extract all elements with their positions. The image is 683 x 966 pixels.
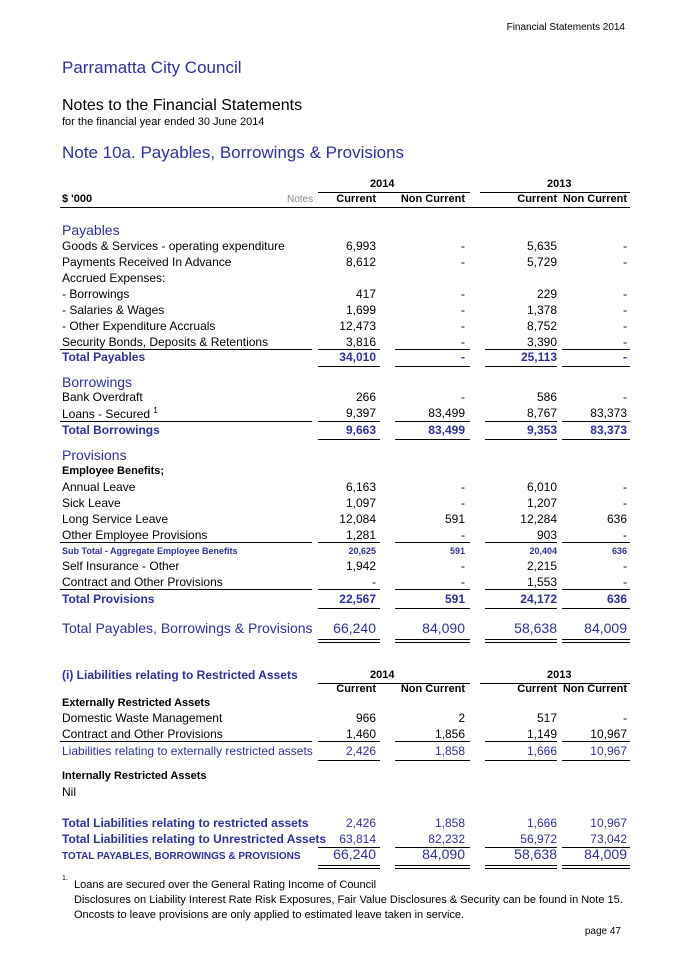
cell: 1,460 — [345, 727, 376, 741]
rule — [562, 760, 630, 761]
rule — [318, 542, 380, 543]
grand-total-label: Total Payables, Borrowings & Provisions — [62, 620, 313, 636]
rule — [562, 868, 630, 869]
cell: - — [461, 390, 465, 404]
rule — [395, 366, 470, 367]
cell: 9,397 — [345, 406, 376, 420]
cell: - — [461, 319, 465, 333]
payables-heading: Payables — [62, 222, 120, 238]
current-2014-header: Current — [336, 683, 376, 695]
rule — [395, 868, 470, 869]
cell: 12,473 — [339, 319, 376, 333]
cell: 1,666 — [526, 744, 557, 758]
cell: 73,042 — [590, 832, 627, 846]
cell: 10,967 — [590, 727, 627, 741]
total-borrowings-label: Total Borrowings — [62, 423, 160, 437]
cell: 1,149 — [526, 727, 557, 741]
cell: 636 — [611, 546, 627, 556]
rule — [562, 642, 630, 643]
footnote-disclosures: Disclosures on Liability Interest Rate Risk Exposures, Fair Value Disclosures & Security can be found in Note 15. — [74, 894, 623, 906]
cell: 1,281 — [345, 528, 376, 542]
rule — [485, 542, 557, 543]
footnote-marker: 1 — [153, 406, 158, 415]
current-2013-header: Current — [517, 193, 557, 205]
rule — [485, 421, 557, 422]
cell: - — [461, 575, 465, 589]
rule — [318, 642, 380, 643]
cell: - — [623, 559, 627, 573]
cell: 1,856 — [434, 727, 465, 741]
cell: 20,625 — [348, 546, 376, 556]
cell: 8,767 — [526, 406, 557, 420]
rule — [562, 741, 630, 742]
total-all-label: TOTAL PAYABLES, BORROWINGS & PROVISIONS — [62, 851, 301, 862]
document-header: Financial Statements 2014 — [506, 22, 625, 33]
non-current-2014-header: Non Current — [400, 193, 465, 205]
rule — [562, 542, 630, 543]
internally-restricted-value: Nil — [62, 785, 76, 799]
cell: 2,215 — [526, 559, 557, 573]
row-label — [62, 406, 158, 421]
cell: 2,426 — [345, 744, 376, 758]
cell: 10,967 — [590, 744, 627, 758]
rule — [485, 741, 557, 742]
rule — [60, 589, 312, 590]
cell: 63,814 — [339, 832, 376, 846]
footnote-number: 1. — [62, 875, 68, 882]
rule — [485, 868, 557, 869]
subtotal-employee-benefits-label: Sub Total - Aggregate Employee Benefits — [62, 546, 238, 556]
rule — [395, 589, 470, 590]
cell: 266 — [355, 390, 376, 404]
rule — [395, 760, 470, 761]
year-2013-header: 2013 — [547, 669, 572, 681]
rule — [395, 865, 470, 866]
row-label: Annual Leave — [62, 480, 136, 494]
cell: 24,172 — [520, 592, 557, 606]
row-label-text: Loans - Secured — [62, 407, 151, 421]
rule — [485, 608, 557, 609]
cell: 1,858 — [434, 816, 465, 830]
cell: 2 — [458, 711, 465, 725]
row-label: Bank Overdraft — [62, 390, 143, 404]
cell: 6,010 — [526, 480, 557, 494]
notes-title: Notes to the Financial Statements — [62, 97, 303, 114]
cell: 1,666 — [526, 816, 557, 830]
cell: 6,993 — [345, 239, 376, 253]
row-label: - Other Expenditure Accruals — [62, 319, 216, 333]
cell: 8,612 — [345, 255, 376, 269]
footnote-1: Loans are secured over the General Rating Income of Council — [74, 879, 377, 891]
cell: 8,752 — [526, 319, 557, 333]
cell: 66,240 — [333, 846, 376, 862]
cell: 5,635 — [526, 239, 557, 253]
cell: - — [623, 390, 627, 404]
cell: 1,207 — [526, 496, 557, 510]
rule — [318, 439, 380, 440]
row-label: Goods & Services - operating expenditure — [62, 239, 285, 253]
cell: 1,699 — [345, 303, 376, 317]
cell: 56,972 — [520, 832, 557, 846]
cell: 25,113 — [520, 350, 557, 364]
non-current-2013-header: Non Current — [562, 193, 627, 205]
total-unrestricted-label: Total Liabilities relating to Unrestricted Assets — [62, 832, 327, 846]
rule — [318, 868, 380, 869]
cell: 1,553 — [526, 575, 557, 589]
cell: 83,499 — [428, 406, 465, 420]
rule — [485, 865, 557, 866]
cell: 22,567 — [339, 592, 376, 606]
rule — [318, 421, 380, 422]
row-label: - Salaries & Wages — [62, 303, 165, 317]
cell: - — [461, 496, 465, 510]
non-current-2013-header: Non Current — [562, 683, 627, 695]
cell: 84,090 — [422, 846, 465, 862]
header-rule — [60, 207, 630, 208]
cell: 3,816 — [345, 335, 376, 349]
rule — [60, 741, 312, 742]
cell: 9,353 — [526, 423, 557, 437]
notes-column-label: Notes — [287, 194, 314, 205]
cell: - — [623, 335, 627, 349]
cell: 966 — [355, 711, 376, 725]
cell: - — [623, 711, 627, 725]
rule — [485, 439, 557, 440]
rule — [318, 865, 380, 866]
cell: - — [623, 528, 627, 542]
row-label: - Borrowings — [62, 287, 130, 301]
year-2014-header: 2014 — [370, 669, 395, 681]
non-current-2014-header: Non Current — [400, 683, 465, 695]
cell: - — [623, 496, 627, 510]
rule — [562, 608, 630, 609]
cell: 2,426 — [345, 816, 376, 830]
total-provisions-label: Total Provisions — [62, 592, 155, 606]
cell: - — [623, 319, 627, 333]
row-label: Contract and Other Provisions — [62, 575, 223, 589]
cell: - — [461, 350, 465, 364]
rule — [318, 760, 380, 761]
row-label: Payments Received In Advance — [62, 255, 232, 269]
rule — [318, 741, 380, 742]
unit-label: $ '000 — [62, 193, 93, 205]
cell: - — [623, 239, 627, 253]
cell: - — [461, 335, 465, 349]
cell: 84,090 — [422, 620, 465, 636]
cell: 591 — [444, 512, 465, 526]
cell: 1,858 — [434, 744, 465, 758]
cell: - — [623, 287, 627, 301]
cell: 58,638 — [514, 846, 557, 862]
cell: - — [623, 255, 627, 269]
cell: 83,499 — [428, 423, 465, 437]
rule — [60, 421, 312, 422]
cell: 229 — [536, 287, 557, 301]
cell: - — [461, 255, 465, 269]
cell: - — [623, 303, 627, 317]
rule — [318, 366, 380, 367]
row-label: Sick Leave — [62, 496, 121, 510]
cell: 636 — [606, 512, 627, 526]
cell: - — [623, 480, 627, 494]
cell: 20,404 — [529, 546, 557, 556]
ext-restricted-total-label: Liabilities relating to externally restricted assets — [62, 744, 313, 758]
cell: - — [372, 575, 376, 589]
externally-restricted-heading: Externally Restricted Assets — [62, 697, 211, 709]
row-label: Other Employee Provisions — [62, 528, 208, 542]
rule — [562, 439, 630, 440]
cell: 82,232 — [428, 832, 465, 846]
cell: - — [461, 287, 465, 301]
employee-benefits-heading: Employee Benefits; — [62, 465, 165, 477]
rule — [395, 642, 470, 643]
row-label: Contract and Other Provisions — [62, 727, 223, 741]
cell: 6,163 — [345, 480, 376, 494]
row-label: Domestic Waste Management — [62, 711, 223, 725]
cell: - — [461, 559, 465, 573]
current-2014-header: Current — [336, 193, 376, 205]
cell: 83,373 — [590, 423, 627, 437]
cell: 12,284 — [520, 512, 557, 526]
rule — [395, 421, 470, 422]
cell: - — [623, 575, 627, 589]
current-2013-header: Current — [517, 683, 557, 695]
organisation-name: Parramatta City Council — [62, 58, 242, 77]
rule — [395, 542, 470, 543]
cell: 636 — [606, 592, 627, 606]
cell: - — [461, 303, 465, 317]
cell: 9,663 — [345, 423, 376, 437]
cell: 586 — [536, 390, 557, 404]
rule — [395, 439, 470, 440]
cell: - — [461, 480, 465, 494]
row-label: Accrued Expenses: — [62, 271, 166, 285]
cell: 5,729 — [526, 255, 557, 269]
cell: 84,009 — [584, 620, 627, 636]
row-label: Self Insurance - Other — [62, 559, 180, 573]
rule — [395, 741, 470, 742]
rule — [395, 639, 470, 640]
cell: 591 — [444, 592, 465, 606]
year-2013-header: 2013 — [547, 178, 572, 190]
rule — [485, 642, 557, 643]
notes-subtitle: for the financial year ended 30 June 2014 — [62, 116, 265, 128]
cell: 58,638 — [514, 620, 557, 636]
page-number: page 47 — [584, 926, 621, 937]
cell: 1,097 — [345, 496, 376, 510]
year-2014-header: 2014 — [370, 178, 395, 190]
cell: - — [623, 350, 627, 364]
cell: 903 — [536, 528, 557, 542]
cell: 10,967 — [590, 816, 627, 830]
rule — [562, 421, 630, 422]
rule — [318, 639, 380, 640]
cell: 66,240 — [333, 620, 376, 636]
provisions-heading: Provisions — [62, 447, 127, 463]
cell: 12,084 — [339, 512, 376, 526]
row-label: Long Service Leave — [62, 512, 169, 526]
cell: 3,390 — [526, 335, 557, 349]
total-payables-label: Total Payables — [62, 350, 146, 364]
total-restricted-label: Total Liabilities relating to restricted assets — [62, 816, 309, 830]
restricted-assets-heading: (i) Liabilities relating to Restricted Assets — [62, 668, 298, 682]
cell: 591 — [449, 546, 465, 556]
rule — [485, 639, 557, 640]
internally-restricted-heading: Internally Restricted Assets — [62, 770, 207, 782]
rule — [485, 760, 557, 761]
rule — [562, 865, 630, 866]
cell: 84,009 — [584, 846, 627, 862]
rule — [562, 366, 630, 367]
cell: 1,942 — [345, 559, 376, 573]
row-label: Security Bonds, Deposits & Retentions — [62, 335, 269, 349]
rule — [485, 589, 557, 590]
rule — [318, 608, 380, 609]
cell: 83,373 — [590, 406, 627, 420]
rule — [485, 366, 557, 367]
footnote-oncosts: Oncosts to leave provisions are only applied to estimated leave taken in service. — [74, 909, 465, 921]
rule — [60, 542, 312, 543]
rule — [318, 589, 380, 590]
borrowings-heading: Borrowings — [62, 374, 133, 390]
cell: 34,010 — [339, 350, 376, 364]
cell: - — [461, 528, 465, 542]
note-title: Note 10a. Payables, Borrowings & Provisions — [62, 143, 405, 162]
cell: 417 — [355, 287, 376, 301]
rule — [562, 639, 630, 640]
cell: - — [461, 239, 465, 253]
cell: 1,378 — [526, 303, 557, 317]
rule — [395, 608, 470, 609]
rule — [562, 589, 630, 590]
cell: 517 — [536, 711, 557, 725]
